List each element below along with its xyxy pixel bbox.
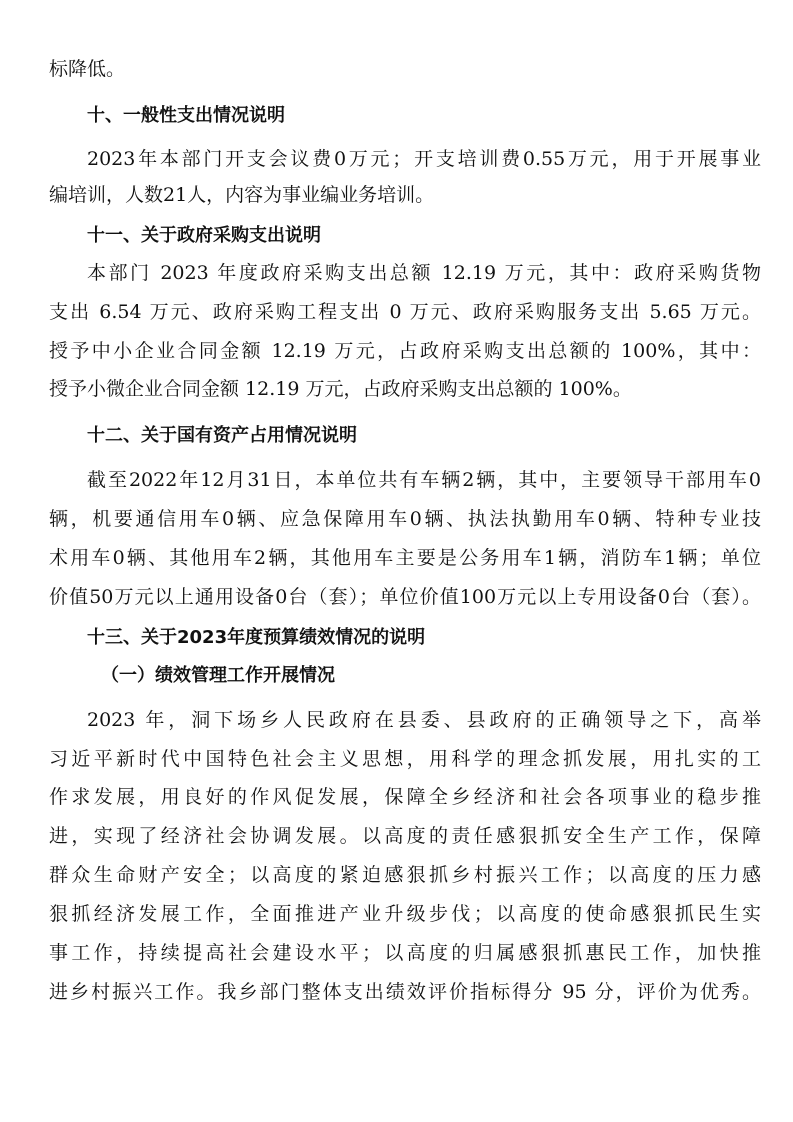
paragraph-line: 术用车0辆、其他用车2辆，其他用车主要是公务用车1辆，消防车1辆；单位	[49, 547, 761, 569]
paragraph-line: 授予小微企业合同金额 12.19 万元，占政府采购支出总额的 100%。	[49, 378, 632, 400]
paragraph-line: 作求发展，用良好的作风促发展，保障全乡经济和社会各项事业的稳步推	[49, 786, 761, 808]
paragraph-line: 辆，机要通信用车0辆、应急保障用车0辆、执法执勤用车0辆、特种专业技	[49, 508, 761, 530]
section-heading-11: 十一、关于政府采购支出说明	[87, 225, 321, 246]
paragraph-line: 本部门 2023 年度政府采购支出总额 12.19 万元，其中：政府采购货物	[87, 262, 761, 284]
paragraph-line: 价值50万元以上通用设备0台（套）；单位价值100万元以上专用设备0台（套）。	[49, 586, 761, 608]
paragraph-line: 支出 6.54 万元、政府采购工程支出 0 万元、政府采购服务支出 5.65 万元。	[49, 301, 761, 323]
paragraph-line: 编培训，人数21人，内容为事业编业务培训。	[49, 184, 435, 206]
section-heading-13: 十三、关于2023年度预算绩效情况的说明	[87, 627, 426, 648]
paragraph-line: 截至2022年12月31日，本单位共有车辆2辆，其中，主要领导干部用车0	[87, 469, 761, 491]
paragraph-line: 授予中小企业合同金额 12.19 万元，占政府采购支出总额的 100%，其中：	[49, 340, 761, 362]
paragraph-line: 2023年本部门开支会议费0万元；开支培训费0.55万元，用于开展事业	[87, 148, 761, 170]
paragraph-line: 狠抓经济发展工作，全面推进产业升级步伐；以高度的使命感狠抓民生实	[49, 903, 761, 925]
paragraph-line: 群众生命财产安全；以高度的紧迫感狠抓乡村振兴工作；以高度的压力感	[49, 864, 761, 886]
paragraph-line: 进乡村振兴工作。我乡部门整体支出绩效评价指标得分 95 分，评价为优秀。	[49, 981, 761, 1003]
paragraph-line: 进，实现了经济社会协调发展。以高度的责任感狠抓安全生产工作，保障	[49, 825, 761, 847]
subsection-heading-1: （一）绩效管理工作开展情况	[101, 665, 335, 686]
section-heading-12: 十二、关于国有资产占用情况说明	[87, 425, 357, 446]
paragraph-line: 2023 年，洞下场乡人民政府在县委、县政府的正确领导之下，高举	[87, 709, 761, 731]
paragraph-line: 习近平新时代中国特色社会主义思想，用科学的理念抓发展，用扎实的工	[49, 748, 761, 770]
paragraph-line: 事工作，持续提高社会建设水平；以高度的归属感狠抓惠民工作，加快推	[49, 942, 761, 964]
section-heading-10: 十、一般性支出情况说明	[87, 105, 285, 126]
paragraph-continuation: 标降低。	[49, 58, 126, 80]
document-page	[49, 0, 761, 1122]
